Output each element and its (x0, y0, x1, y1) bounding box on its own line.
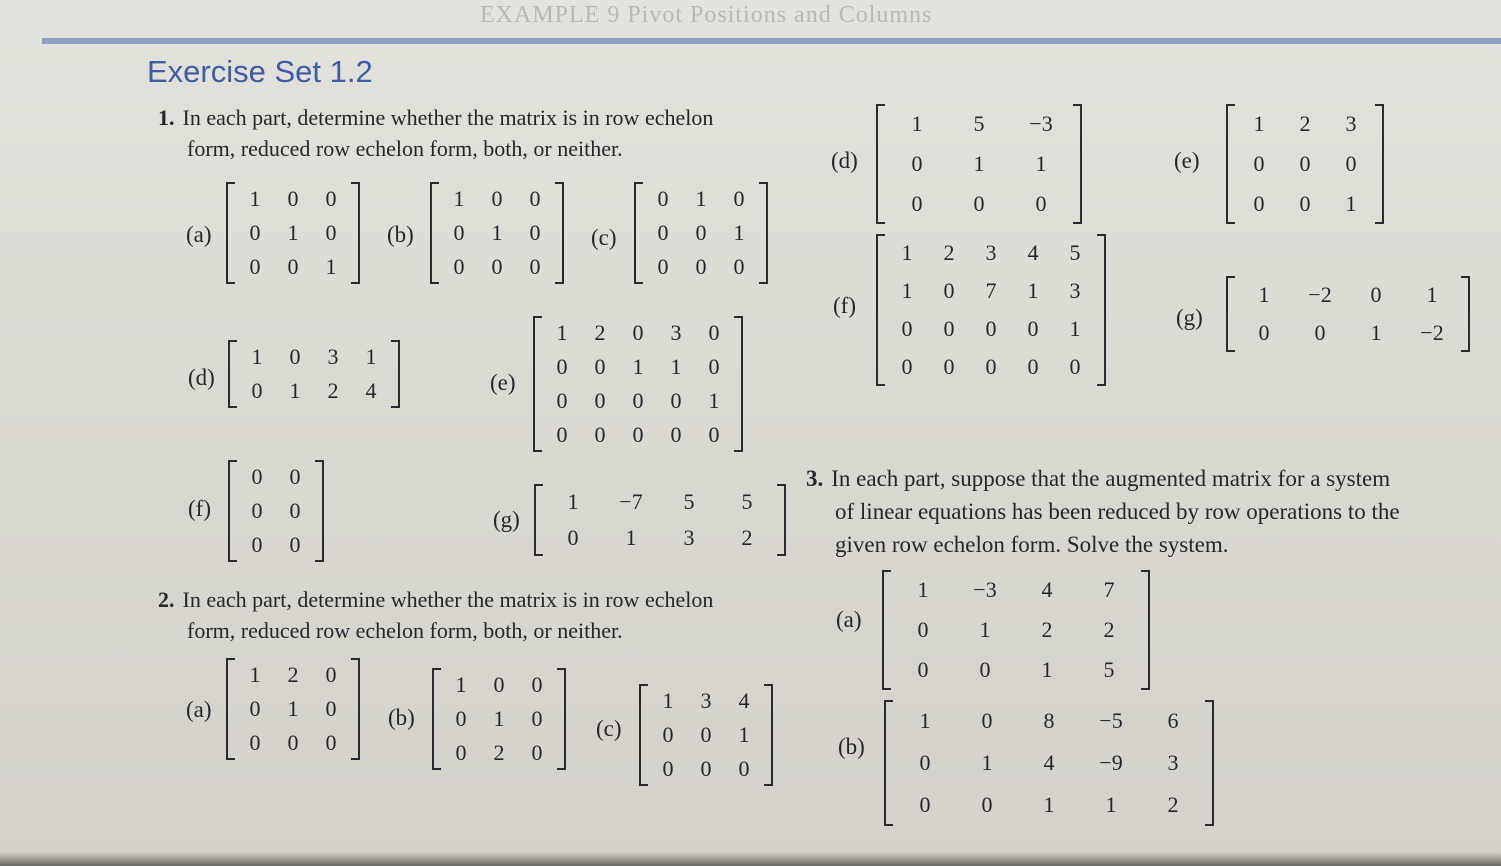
matrix-entry: 3 (683, 525, 695, 550)
matrix-entry: 2 (943, 240, 955, 265)
matrix-entry: 4 (1041, 577, 1053, 602)
matrix-entry: 1 (625, 525, 637, 550)
matrix-entry: 0 (917, 657, 929, 682)
matrix-entry: 0 (1253, 151, 1265, 176)
matrix-entry: 1 (1253, 111, 1265, 136)
matrix-entry: 0 (917, 617, 929, 642)
matrix-entry: 0 (289, 532, 301, 557)
matrix-entry: 0 (985, 316, 997, 341)
matrix-entry: 1 (455, 672, 467, 697)
matrix-entry: 0 (695, 220, 707, 245)
matrix-entry: 1 (453, 186, 465, 211)
matrix-entry: 0 (529, 254, 541, 279)
part-label: (g) (1176, 305, 1203, 330)
matrix (634, 182, 768, 284)
matrix-entry: 0 (662, 756, 674, 781)
part-label: (e) (490, 370, 516, 395)
matrix (228, 340, 400, 408)
matrix-entry: 0 (1027, 316, 1039, 341)
matrix-entry: 0 (1027, 354, 1039, 379)
matrix-entry: 2 (1103, 617, 1115, 642)
matrix-entry: 1 (1041, 657, 1053, 682)
matrix-entry: 5 (1069, 240, 1081, 265)
matrix-entry: 0 (325, 186, 337, 211)
matrix-row (543, 384, 733, 418)
part-label: (c) (596, 716, 622, 741)
matrix (226, 182, 360, 284)
matrix-entry: 0 (657, 254, 669, 279)
right-bracket (777, 484, 786, 556)
matrix-entry: 1 (1035, 151, 1047, 176)
matrix-row (238, 374, 390, 408)
matrix-entry: −2 (1420, 320, 1444, 345)
matrix-entry: 1 (1370, 320, 1382, 345)
matrix-entry: 0 (662, 722, 674, 747)
matrix-entry: 0 (556, 354, 568, 379)
matrix-entry: 0 (919, 792, 931, 817)
matrix-entry: 0 (943, 354, 955, 379)
part-label: (b) (387, 222, 414, 247)
matrix-entry: 3 (327, 344, 339, 369)
right-bracket (555, 182, 564, 284)
matrix-row (644, 182, 758, 216)
matrix-entry: 0 (700, 722, 712, 747)
matrix-entry: 0 (455, 706, 467, 731)
matrix-entry: 0 (1299, 191, 1311, 216)
matrix-entry: 0 (567, 525, 579, 550)
matrix-entry: −9 (1099, 750, 1123, 775)
matrix (432, 668, 566, 770)
matrix-entry: 0 (973, 191, 985, 216)
matrix-entry: 0 (1035, 191, 1047, 216)
matrix-entry: 1 (901, 278, 913, 303)
matrix-row (1236, 276, 1460, 314)
matrix-entry: 0 (708, 422, 720, 447)
matrix-entry: 0 (670, 422, 682, 447)
right-bracket (351, 182, 360, 284)
matrix-entry: 1 (917, 577, 929, 602)
part-label: (a) (836, 607, 862, 632)
question-1 (158, 102, 713, 164)
matrix-entry: 0 (1069, 354, 1081, 379)
matrix-entry: 1 (249, 662, 261, 687)
matrix-row (644, 250, 758, 284)
part-label: (f) (188, 496, 211, 521)
matrix-entry: 0 (1253, 191, 1265, 216)
matrix-row (892, 570, 1140, 610)
matrix-row (892, 610, 1140, 650)
matrix-entry: 0 (1299, 151, 1311, 176)
matrix-entry: 0 (249, 254, 261, 279)
matrix-row (238, 528, 314, 562)
matrix-entry: 1 (632, 354, 644, 379)
question-text-line: In each part, determine whether the matrix is in row echelon (182, 587, 714, 612)
matrix-entry: 1 (493, 706, 505, 731)
matrix-row (1236, 144, 1374, 184)
right-bracket (351, 658, 360, 760)
matrix-row (236, 182, 350, 216)
matrix-entry: 0 (632, 422, 644, 447)
matrix-entry: 0 (901, 316, 913, 341)
matrix-entry: 0 (491, 186, 503, 211)
matrix-entry: 1 (901, 240, 913, 265)
left-bracket (228, 340, 237, 408)
matrix-entry: 1 (662, 688, 674, 713)
matrix-entry: 5 (741, 489, 753, 514)
part-label: (a) (186, 697, 212, 722)
matrix-entry: 1 (251, 344, 263, 369)
matrix-row (644, 216, 758, 250)
matrix-entry: 3 (1167, 750, 1179, 775)
matrix-entry: 1 (973, 151, 985, 176)
matrix (226, 658, 360, 760)
matrix-row (543, 350, 733, 384)
matrix-entry: 0 (700, 756, 712, 781)
matrix-entry: 1 (1027, 278, 1039, 303)
matrix-entry: −5 (1099, 708, 1123, 733)
matrix-entry: 0 (251, 378, 263, 403)
matrix-entry: 0 (251, 498, 263, 523)
matrix-entry: 0 (289, 498, 301, 523)
right-bracket (734, 316, 743, 452)
part-label: (c) (591, 225, 617, 250)
matrix-entry: 0 (249, 730, 261, 755)
matrix-entry: 0 (901, 354, 913, 379)
matrix-entry: 1 (1426, 282, 1438, 307)
matrix-entry: 0 (287, 254, 299, 279)
matrix-row (894, 700, 1204, 742)
matrix-entry: 2 (1167, 792, 1179, 817)
matrix-row (236, 726, 350, 760)
matrix-row (886, 348, 1096, 386)
matrix-entry: 0 (632, 388, 644, 413)
matrix-entry: 6 (1167, 708, 1179, 733)
matrix-entry: −3 (973, 577, 997, 602)
question-text-line: given row echelon form. Solve the system. (835, 532, 1229, 557)
matrix-entry: 0 (695, 254, 707, 279)
matrix-entry: 1 (708, 388, 720, 413)
part-label: (g) (493, 507, 520, 532)
matrix (876, 104, 1082, 224)
matrix-entry: 0 (325, 220, 337, 245)
matrix (639, 684, 773, 786)
matrix-entry: 0 (733, 254, 745, 279)
matrix-entry: 0 (1345, 151, 1357, 176)
left-bracket (226, 182, 235, 284)
header-rule (42, 38, 1501, 44)
matrix-entry: 5 (1103, 657, 1115, 682)
matrix-entry: 3 (1069, 278, 1081, 303)
matrix-entry: 0 (325, 730, 337, 755)
question-3 (806, 462, 1496, 561)
matrix (228, 460, 324, 562)
matrix-entry: 4 (1027, 240, 1039, 265)
matrix-row (894, 742, 1204, 784)
matrix-entry: 7 (1103, 577, 1115, 602)
left-bracket (226, 658, 235, 760)
matrix-entry: 0 (919, 750, 931, 775)
matrix-entry: 1 (1043, 792, 1055, 817)
matrix (876, 234, 1106, 386)
left-bracket (432, 668, 441, 770)
matrix-entry: 1 (491, 220, 503, 245)
matrix-entry: 0 (531, 672, 543, 697)
matrix-row (236, 692, 350, 726)
matrix-row (886, 310, 1096, 348)
matrix-entry: 1 (287, 696, 299, 721)
matrix-row (442, 702, 556, 736)
matrix-row (236, 658, 350, 692)
matrix-entry: 0 (453, 254, 465, 279)
matrix-entry: 2 (1041, 617, 1053, 642)
matrix-entry: 0 (708, 320, 720, 345)
matrix-entry: 1 (556, 320, 568, 345)
matrix-entry: 0 (708, 354, 720, 379)
matrix (534, 484, 786, 556)
matrix-entry: 0 (289, 344, 301, 369)
right-bracket (1205, 700, 1214, 826)
matrix-entry: 1 (365, 344, 377, 369)
matrix-entry: 0 (594, 388, 606, 413)
right-bracket (1375, 104, 1384, 224)
matrix-entry: 2 (493, 740, 505, 765)
page-title: Exercise Set 1.2 (147, 54, 373, 89)
matrix-entry: 1 (981, 750, 993, 775)
matrix-entry: 1 (1258, 282, 1270, 307)
left-bracket (634, 182, 643, 284)
matrix-entry: 0 (670, 388, 682, 413)
part-label: (a) (186, 222, 212, 247)
matrix-row (892, 650, 1140, 690)
matrix-entry: 0 (1370, 282, 1382, 307)
matrix-entry: 1 (670, 354, 682, 379)
matrix-row (442, 736, 556, 770)
matrix (533, 316, 743, 452)
bleed-through-text: EXAMPLE 9 Pivot Positions and Columns (480, 2, 933, 28)
question-text-line: of linear equations has been reduced by row operations to the (835, 499, 1400, 524)
part-label: (d) (831, 148, 858, 173)
matrix-row (544, 484, 776, 520)
matrix-entry: 0 (943, 278, 955, 303)
matrix-entry: 1 (1105, 792, 1117, 817)
matrix-entry: 0 (325, 662, 337, 687)
matrix-entry: 0 (251, 532, 263, 557)
left-bracket (430, 182, 439, 284)
matrix-row (886, 144, 1072, 184)
left-bracket (884, 700, 893, 826)
left-bracket (639, 684, 648, 786)
matrix-entry: 0 (249, 220, 261, 245)
right-bracket (1141, 570, 1150, 690)
matrix-row (544, 520, 776, 556)
matrix-entry: 4 (738, 688, 750, 713)
matrix (884, 700, 1214, 826)
matrix-entry: 1 (733, 220, 745, 245)
left-bracket (882, 570, 891, 690)
matrix-entry: 0 (943, 316, 955, 341)
matrix-row (1236, 184, 1374, 224)
right-bracket (1097, 234, 1106, 386)
matrix-row (440, 216, 554, 250)
right-bracket (759, 182, 768, 284)
matrix-entry: 0 (1314, 320, 1326, 345)
matrix-entry: 0 (738, 756, 750, 781)
matrix-row (886, 272, 1096, 310)
matrix-entry: 1 (567, 489, 579, 514)
matrix-entry: 0 (453, 220, 465, 245)
matrix-row (649, 752, 763, 786)
matrix-row (649, 718, 763, 752)
question-text-line: In each part, suppose that the augmented matrix for a system (831, 466, 1391, 491)
matrix-entry: 7 (985, 278, 997, 303)
matrix-entry: 0 (911, 191, 923, 216)
question-number: 2. (158, 587, 175, 612)
matrix-entry: 1 (919, 708, 931, 733)
matrix-entry: 0 (249, 696, 261, 721)
matrix-entry: 0 (491, 254, 503, 279)
matrix-row (238, 340, 390, 374)
matrix-entry: 1 (1345, 191, 1357, 216)
question-text-line: form, reduced row echelon form, both, or neither. (187, 136, 623, 161)
matrix-entry: 8 (1043, 708, 1055, 733)
matrix-row (886, 104, 1072, 144)
matrix-row (1236, 104, 1374, 144)
matrix-row (440, 250, 554, 284)
matrix-entry: 0 (733, 186, 745, 211)
left-bracket (1226, 104, 1235, 224)
matrix-row (649, 684, 763, 718)
matrix-entry: 0 (657, 186, 669, 211)
right-bracket (391, 340, 400, 408)
matrix-entry: 0 (251, 464, 263, 489)
matrix-entry: 0 (985, 354, 997, 379)
matrix-row (236, 216, 350, 250)
right-bracket (764, 684, 773, 786)
matrix-entry: 1 (695, 186, 707, 211)
matrix-row (236, 250, 350, 284)
matrix-entry: 0 (455, 740, 467, 765)
matrix-entry: 1 (325, 254, 337, 279)
matrix-entry: 0 (325, 696, 337, 721)
matrix (1226, 276, 1470, 352)
matrix-row (894, 784, 1204, 826)
matrix-entry: 1 (287, 220, 299, 245)
matrix-entry: 1 (289, 378, 301, 403)
matrix-row (886, 234, 1096, 272)
question-number: 3. (806, 466, 824, 491)
left-bracket (876, 234, 885, 386)
matrix-row (886, 184, 1072, 224)
matrix-entry: 3 (700, 688, 712, 713)
matrix-row (1236, 314, 1460, 352)
part-label: (e) (1174, 148, 1200, 173)
left-bracket (876, 104, 885, 224)
matrix-entry: 3 (1345, 111, 1357, 136)
matrix-row (238, 494, 314, 528)
matrix-entry: 0 (981, 708, 993, 733)
matrix-entry: 1 (1069, 316, 1081, 341)
matrix-entry: 3 (670, 320, 682, 345)
matrix (430, 182, 564, 284)
question-text-line: In each part, determine whether the matrix is in row echelon (182, 105, 714, 130)
matrix-entry: 0 (289, 464, 301, 489)
matrix-entry: 0 (529, 220, 541, 245)
question-text-line: form, reduced row echelon form, both, or neither. (187, 618, 623, 643)
matrix-entry: 0 (529, 186, 541, 211)
matrix-row (442, 668, 556, 702)
matrix-entry: 1 (979, 617, 991, 642)
matrix-entry: 0 (632, 320, 644, 345)
left-bracket (1226, 276, 1235, 352)
part-label: (b) (838, 734, 865, 759)
right-bracket (1461, 276, 1470, 352)
matrix-entry: 0 (594, 422, 606, 447)
matrix-entry: 2 (741, 525, 753, 550)
matrix-entry: 1 (738, 722, 750, 747)
matrix-entry: 0 (556, 422, 568, 447)
matrix-row (543, 418, 733, 452)
matrix-entry: −3 (1029, 111, 1053, 136)
matrix-entry: 2 (327, 378, 339, 403)
matrix-entry: 0 (979, 657, 991, 682)
matrix-entry: 5 (683, 489, 695, 514)
question-number: 1. (158, 105, 175, 130)
matrix-entry: 5 (973, 111, 985, 136)
left-bracket (534, 484, 543, 556)
matrix (1226, 104, 1384, 224)
matrix-entry: 2 (1299, 111, 1311, 136)
matrix-entry: 0 (531, 740, 543, 765)
page-bottom-shadow (0, 852, 1501, 866)
matrix-entry: −2 (1308, 282, 1332, 307)
right-bracket (315, 460, 324, 562)
right-bracket (1073, 104, 1082, 224)
matrix-entry: 0 (911, 151, 923, 176)
matrix-entry: 4 (1043, 750, 1055, 775)
matrix-entry: 4 (365, 378, 377, 403)
matrix-row (543, 316, 733, 350)
matrix-row (238, 460, 314, 494)
left-bracket (533, 316, 542, 452)
part-label: (b) (388, 705, 415, 730)
right-bracket (557, 668, 566, 770)
matrix-entry: 2 (287, 662, 299, 687)
matrix-entry: 0 (493, 672, 505, 697)
matrix-entry: 0 (287, 730, 299, 755)
matrix-entry: 2 (594, 320, 606, 345)
matrix (882, 570, 1150, 690)
matrix-entry: 0 (1258, 320, 1270, 345)
matrix-entry: 0 (531, 706, 543, 731)
matrix-entry: 0 (556, 388, 568, 413)
matrix-entry: 0 (594, 354, 606, 379)
matrix-entry: −7 (619, 489, 643, 514)
matrix-entry: 0 (657, 220, 669, 245)
left-bracket (228, 460, 237, 562)
matrix-entry: 1 (249, 186, 261, 211)
part-label: (d) (188, 365, 215, 390)
part-label: (f) (833, 293, 856, 318)
matrix-entry: 0 (287, 186, 299, 211)
matrix-entry: 1 (911, 111, 923, 136)
matrix-entry: 3 (985, 240, 997, 265)
question-2 (158, 584, 713, 646)
matrix-entry: 0 (981, 792, 993, 817)
matrix-row (440, 182, 554, 216)
